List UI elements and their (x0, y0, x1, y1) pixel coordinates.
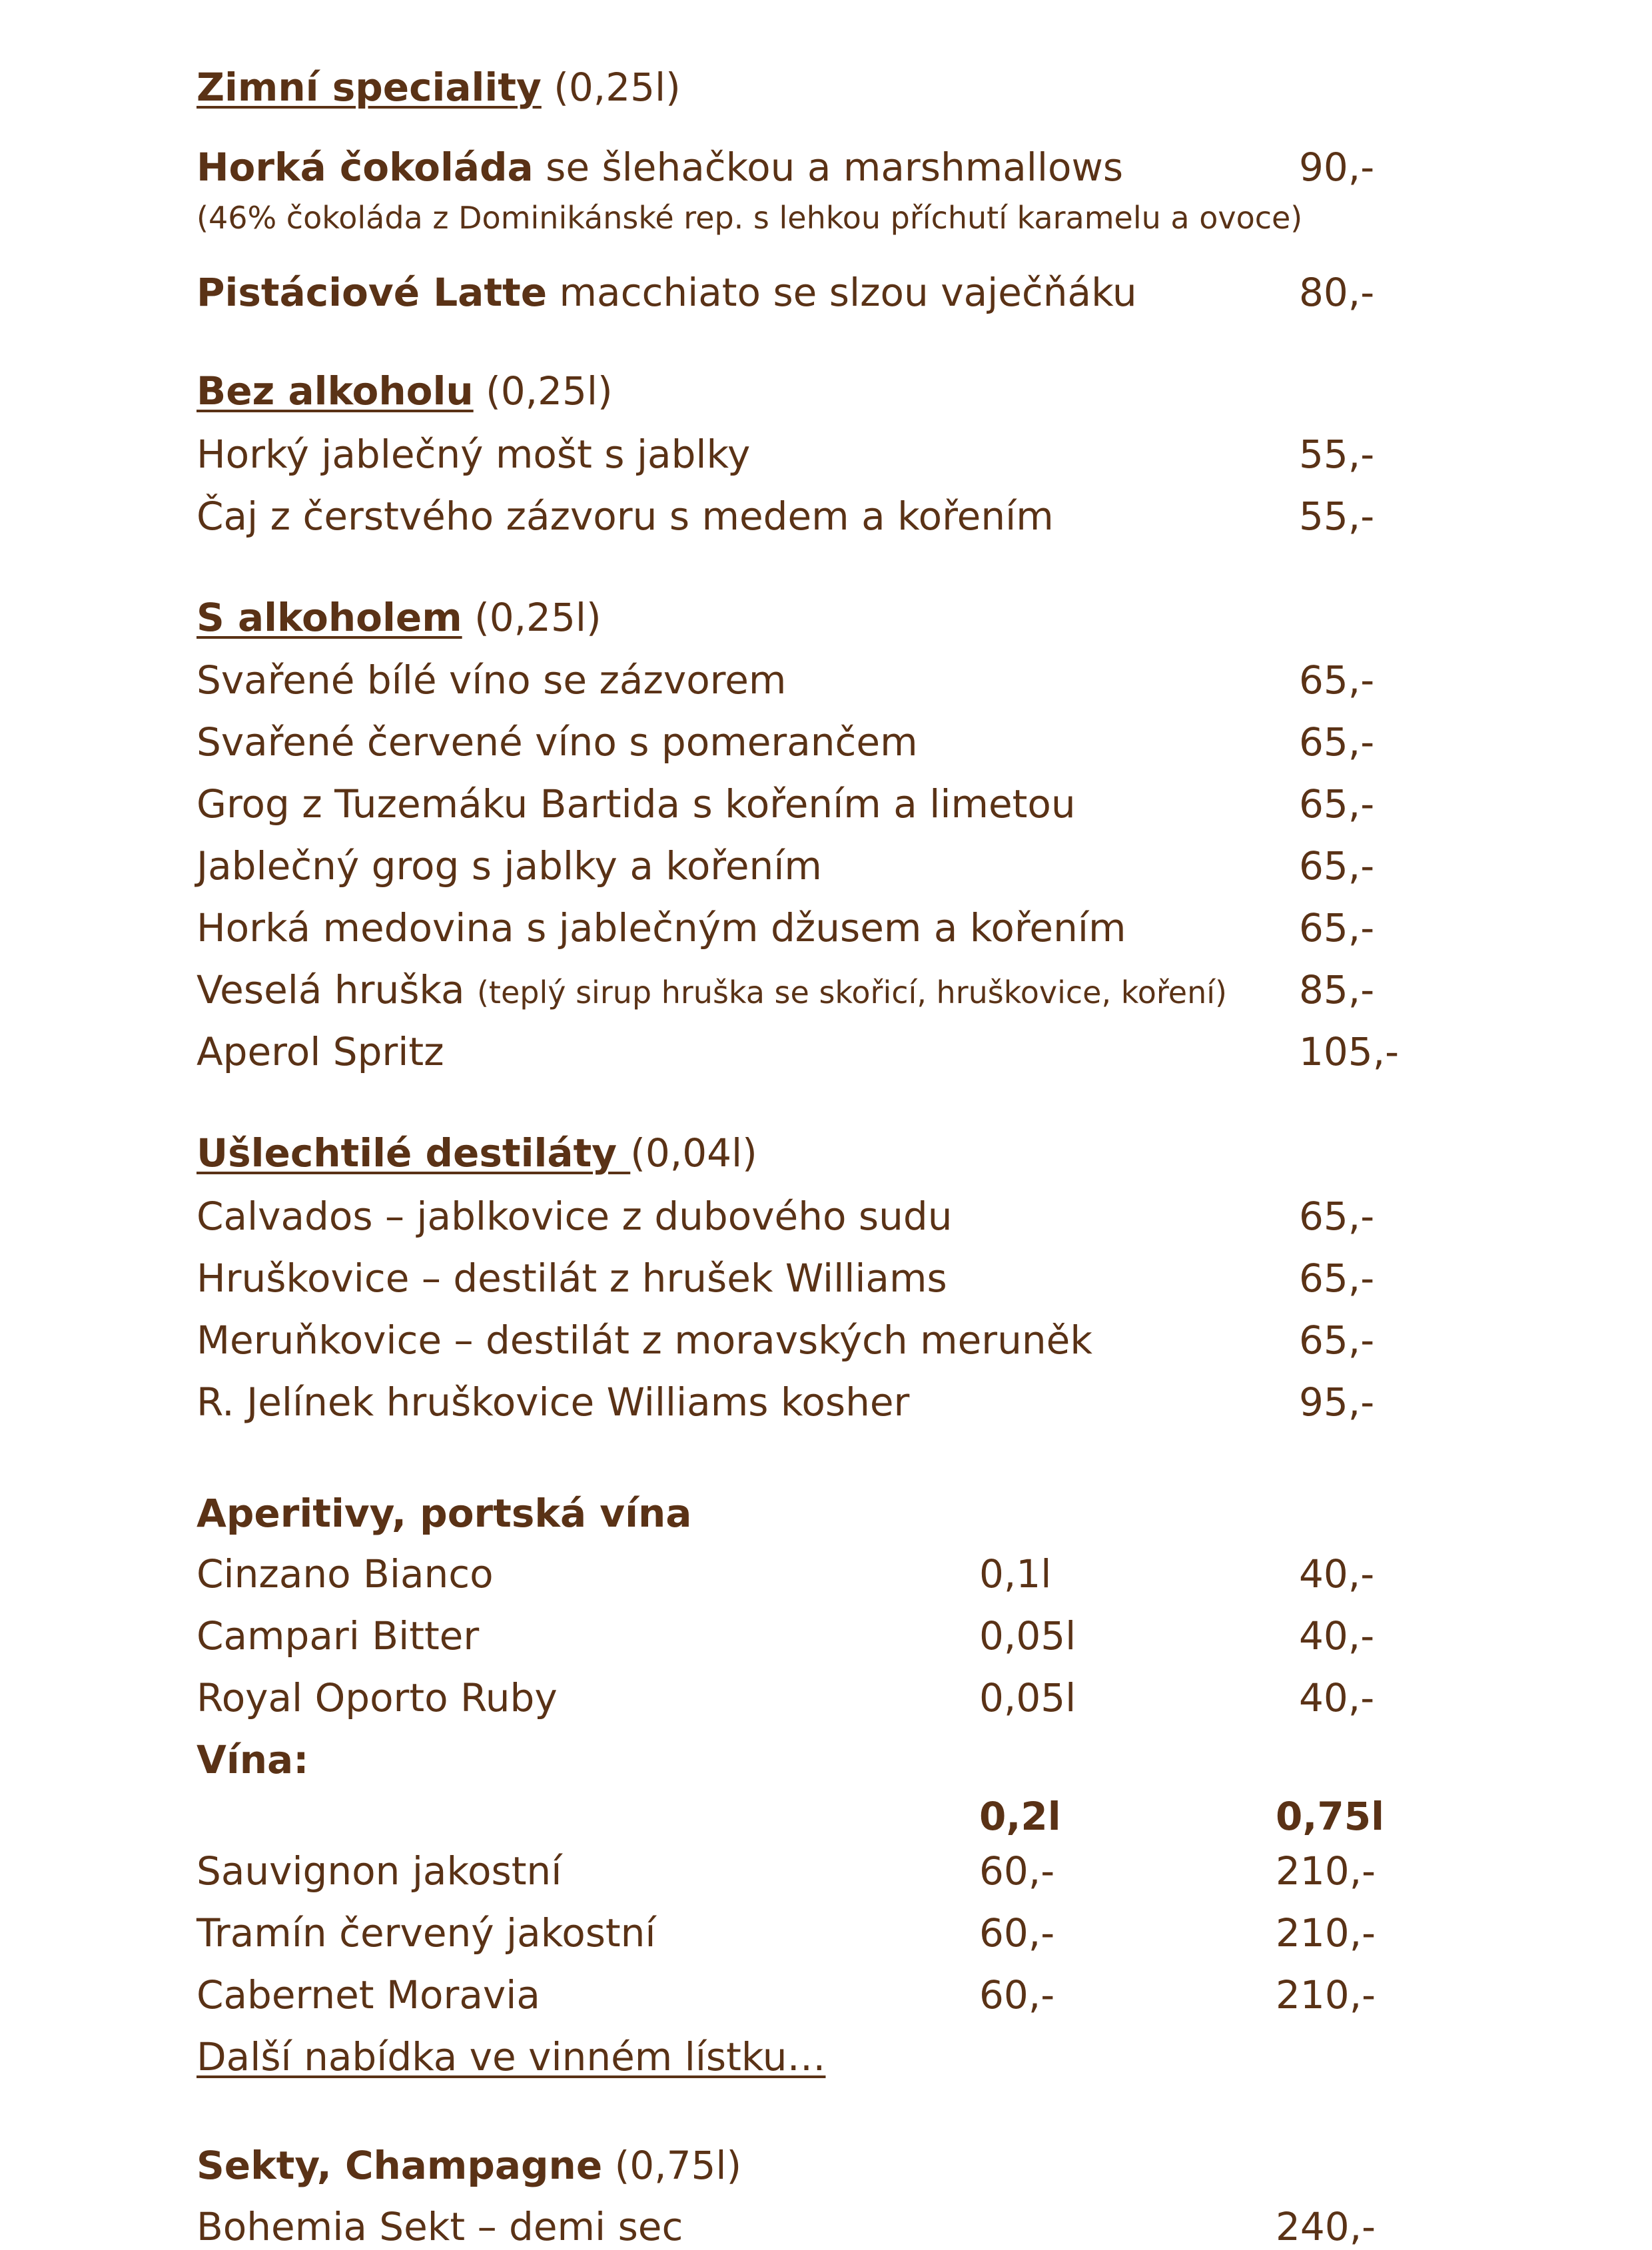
item-price: 65,- (1299, 719, 1375, 765)
item-name-bold: Pistáciové Latte (197, 270, 548, 315)
item-price-glass: 60,- (979, 1972, 1055, 2018)
item-price: 65,- (1299, 905, 1375, 950)
item-description: se šlehačkou a marshmallows (533, 145, 1124, 190)
menu-item: Hruškovice – destilát z hrušek Williams (197, 1256, 947, 1301)
menu-item: Bohemia Sekt – demi sec (197, 2204, 683, 2249)
menu-item: Meruňkovice – destilát z moravských meruněk (197, 1317, 1092, 1363)
menu-item: Svařené červené víno s pomerančem (197, 719, 918, 765)
item-name-bold: Horká čokoláda (197, 145, 534, 190)
menu-item: Campari Bitter (197, 1613, 480, 1659)
menu-item: Calvados – jablkovice z dubového sudu (197, 1194, 953, 1239)
item-price: 65,- (1299, 843, 1375, 889)
menu-item: Čaj z čerstvého zázvoru s medem a kořením (197, 494, 1054, 539)
wine-list-more-link[interactable]: Další nabídka ve vinném lístku… (197, 2034, 826, 2079)
menu-item (197, 145, 1124, 190)
menu-item: Tramín červený jakostní (197, 1910, 656, 1956)
menu-item: Cabernet Moravia (197, 1972, 540, 2018)
item-price: 55,- (1299, 432, 1375, 477)
menu-item: R. Jelínek hruškovice Williams kosher (197, 1379, 910, 1425)
menu-item: Horká medovina s jablečným džusem a kořením (197, 905, 1126, 950)
item-price: 40,- (1299, 1675, 1375, 1720)
section-heading-sparkling (197, 2143, 742, 2188)
menu-item: Horký jablečný mošt s jablky (197, 432, 751, 477)
item-price: 85,- (1299, 967, 1375, 1012)
item-note: (teplý sirup hruška se skořicí, hruškovice, koření) (476, 974, 1227, 1010)
item-price: 105,- (1299, 1029, 1400, 1074)
item-volume: 0,05l (979, 1613, 1076, 1659)
section-volume: (0,75l) (614, 2143, 742, 2188)
menu-item: Svařené bílé víno se zázvorem (197, 657, 787, 703)
menu-item (197, 967, 1227, 1012)
item-price: 65,- (1299, 1317, 1375, 1363)
item-price-bottle: 210,- (1276, 1848, 1376, 1894)
section-volume: (0,25l) (554, 65, 681, 110)
item-volume: 0,05l (979, 1675, 1076, 1720)
item-price: 40,- (1299, 1613, 1375, 1659)
item-price: 90,- (1299, 145, 1375, 190)
item-price: 55,- (1299, 494, 1375, 539)
menu-item: Jablečný grog s jablky a kořením (197, 843, 822, 889)
item-note: (46% čokoláda z Dominikánské rep. s lehkou příchutí karamelu a ovoce) (197, 200, 1303, 236)
item-price-glass: 60,- (979, 1848, 1055, 1894)
section-volume: (0,25l) (486, 368, 613, 414)
section-heading-non-alcoholic (197, 368, 613, 414)
menu-item: Cinzano Bianco (197, 1551, 494, 1597)
item-name: Veselá hruška (197, 967, 465, 1012)
item-price: 65,- (1299, 657, 1375, 703)
item-price: 40,- (1299, 1551, 1375, 1597)
section-title: Bez alkoholu (197, 368, 474, 414)
menu-item: Sauvignon jakostní (197, 1848, 562, 1894)
item-price: 240,- (1276, 2204, 1376, 2249)
section-title: Sekty, Champagne (197, 2143, 603, 2188)
item-price: 65,- (1299, 1194, 1375, 1239)
section-heading-spirits (197, 1130, 757, 1176)
menu-item (197, 270, 1137, 315)
section-title: Zimní speciality (197, 65, 542, 110)
wine-column-header-small: 0,2l (979, 1794, 1061, 1839)
section-heading-alcoholic (197, 595, 602, 640)
item-price-bottle: 210,- (1276, 1972, 1376, 2018)
item-price: 80,- (1299, 270, 1375, 315)
section-volume: (0,25l) (474, 595, 602, 640)
section-heading-wines: Vína: (197, 1737, 309, 1782)
section-volume: (0,04l) (630, 1130, 757, 1176)
section-title: S alkoholem (197, 595, 462, 640)
menu-item: Royal Oporto Ruby (197, 1675, 558, 1720)
item-description: macchiato se slzou vaječňáku (547, 270, 1137, 315)
menu-item: Grog z Tuzemáku Bartida s kořením a limetou (197, 781, 1076, 827)
section-title: Ušlechtilé destiláty (197, 1130, 631, 1176)
wine-column-header-bottle: 0,75l (1276, 1794, 1384, 1839)
item-price-glass: 60,- (979, 1910, 1055, 1956)
item-price: 65,- (1299, 1256, 1375, 1301)
item-price: 95,- (1299, 1379, 1375, 1425)
item-volume: 0,1l (979, 1551, 1052, 1597)
section-heading-aperitifs: Aperitivy, portská vína (197, 1491, 692, 1536)
section-heading-winter-specials (197, 65, 681, 110)
menu-item: Aperol Spritz (197, 1029, 444, 1074)
item-price-bottle: 210,- (1276, 1910, 1376, 1956)
item-price: 65,- (1299, 781, 1375, 827)
